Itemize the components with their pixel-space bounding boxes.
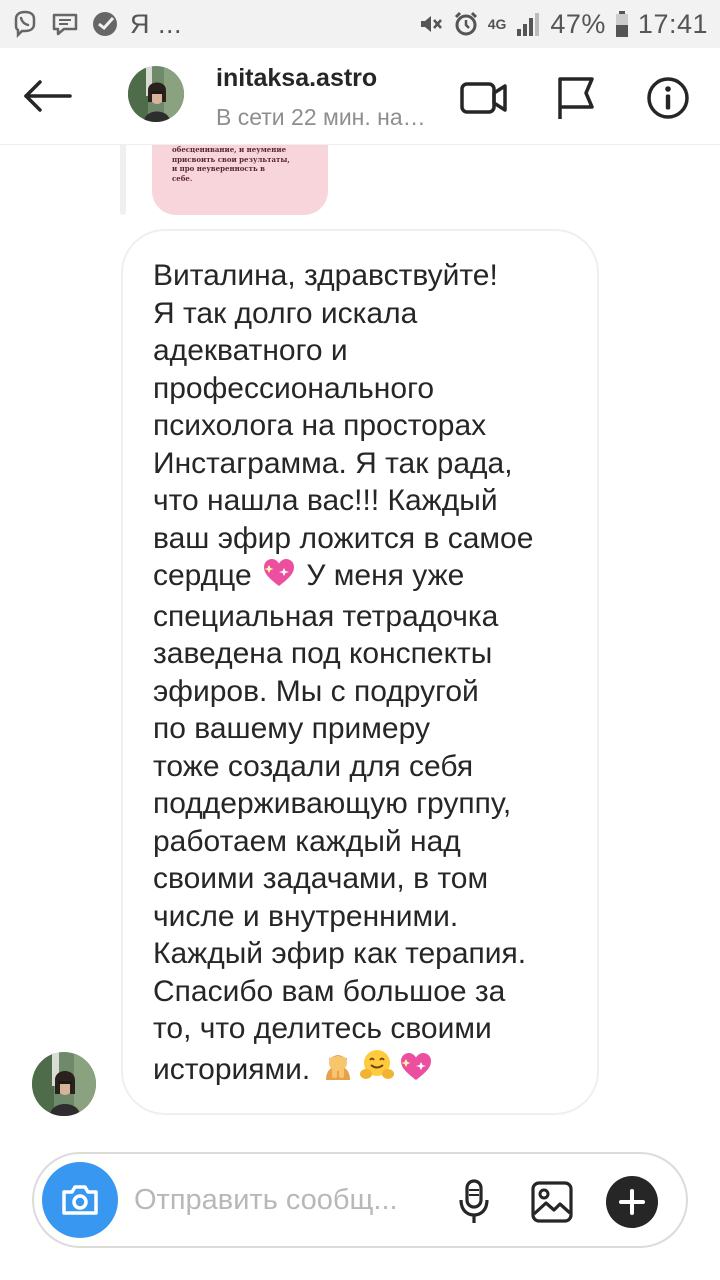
notification-text: Я ... <box>130 8 183 39</box>
battery-percent: 47% <box>550 8 606 39</box>
plus-icon <box>618 1188 646 1216</box>
info-icon <box>646 76 690 120</box>
status-left <box>10 6 182 42</box>
flag-button[interactable] <box>548 70 604 126</box>
sender-avatar[interactable] <box>32 1052 96 1116</box>
gallery-icon <box>530 1180 574 1224</box>
viber-icon <box>10 9 40 39</box>
avatar[interactable] <box>128 66 184 122</box>
message-paragraph: специальная тетрадочка заведена под конспекты эфиров. Мы с подругой по вашему примеру тоже создали для себя поддерживающую группу, работаем каждый над своими задачами, в том числе и внутренними. Каждый эфир как терапия. Спасибо вам большое за то, что делитесь своими <box>153 599 527 1045</box>
message-line: У меня уже <box>306 559 465 592</box>
message-line: сердце <box>153 559 252 592</box>
message-input[interactable] <box>134 1178 434 1222</box>
status-right <box>416 6 708 42</box>
alarm-icon <box>452 10 480 38</box>
quoted-story-card[interactable] <box>152 145 328 215</box>
message-text <box>153 257 593 1091</box>
mute-icon <box>416 10 444 38</box>
hugging-face-icon <box>359 1048 395 1092</box>
network-type: 4G <box>487 16 507 32</box>
camera-icon <box>60 1183 100 1217</box>
flag-icon <box>555 75 597 121</box>
video-call-icon <box>459 78 509 118</box>
sparkling-heart-icon <box>262 558 296 598</box>
message-thread[interactable] <box>0 145 720 1145</box>
microphone-button[interactable] <box>454 1176 494 1228</box>
camera-button[interactable] <box>42 1162 118 1238</box>
message-paragraph: Виталина, здравствуйте! Я так долго искала адекватного и профессионального психолога на просторах Инстаграмма. Я так рада, что нашла вас!!! Каждый ваш эфир ложится в самое <box>153 259 534 555</box>
sberbank-icon <box>90 9 120 39</box>
chat-header <box>0 48 720 145</box>
battery-icon <box>614 10 630 38</box>
chat-username[interactable]: initaksa.astro <box>216 64 378 92</box>
clock: 17:41 <box>637 8 708 39</box>
person-bowing-icon <box>321 1050 355 1092</box>
message-line: историями. <box>153 1052 311 1086</box>
add-button[interactable] <box>606 1176 658 1228</box>
microphone-icon <box>457 1178 491 1226</box>
back-button[interactable] <box>18 70 78 122</box>
info-button[interactable] <box>640 70 696 126</box>
message-composer <box>32 1152 688 1248</box>
message-icon <box>50 9 80 39</box>
sparkling-heart-icon <box>399 1052 433 1092</box>
online-status: В сети 22 мин. на… <box>216 104 426 130</box>
back-arrow-icon <box>22 79 74 113</box>
reply-indicator-line <box>120 145 126 215</box>
signal-icon <box>514 10 542 38</box>
message-bubble[interactable] <box>121 229 599 1115</box>
status-bar <box>0 0 720 48</box>
video-call-button[interactable] <box>456 70 512 126</box>
gallery-button[interactable] <box>528 1178 576 1226</box>
quoted-story-text: обесценивание, и неумение присвоить свои результаты, и про неуверенность в себе. <box>172 145 290 183</box>
